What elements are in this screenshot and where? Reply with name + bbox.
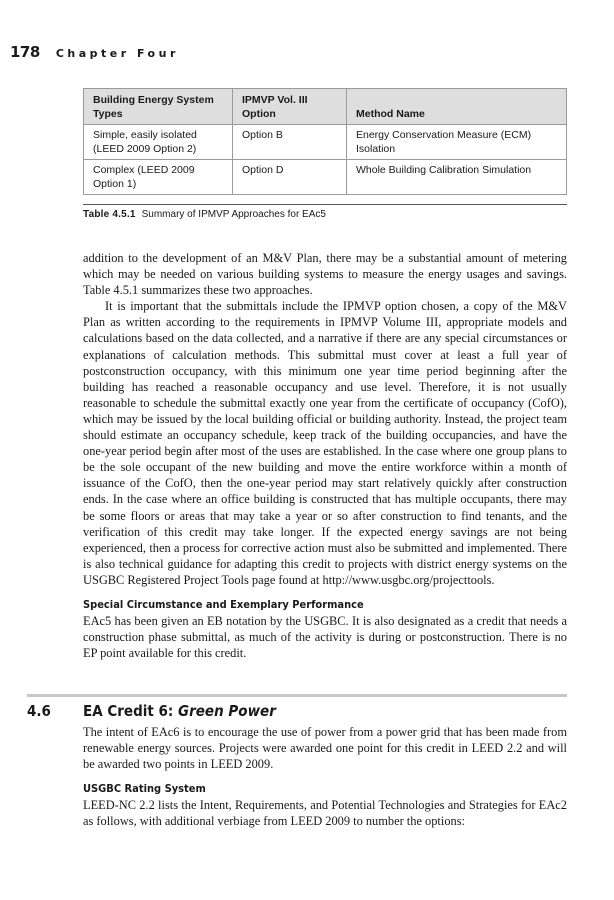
body-text-block [83, 250, 567, 661]
section-heading [27, 702, 297, 720]
paragraph: It is important that the submittals include the IPMVP option chosen, a copy of the M&V Plan as written according to the requirements in IPMVP Volume III, appropriate models and calculations based on the data collected, and a narrative if there are any special circumstances or explanations of calculation methods. This submittal must cover at least a full year of postconstruction occupancy, with this minimum one year time period beginning after the building has reached a reasonable occupancy and use level. Therefore, it is not usually reasonable to schedule the submittal exactly one year from the certificate of occupancy (CofO), which may be issued by the local building official or building authority. Instead, the project team should estimate an occupancy schedule, keep track of the building occupancies, and have the one-year period begin after most of the uses are established. In the case where one group plans to be the sole occupant of the new building and move the entire workforce within a month of issuance of the CofO, then the one-year period may start relatively quickly after construction ends. In the case where an office building is constructed that has multiple occupants, there may be some floors or areas that may take a year or so after construction to find tenants, and the verification of this credit may take longer. If the expected energy savings are not being experienced, then a process for corrective action must also be submitted and implemented. There is also technical guidance for adapting this credit to projects with district energy systems on the USGBC Registered Project Tools page found at http://www.usgbc.org/projecttools. [83, 299, 567, 587]
paragraph: addition to the development of an M&V Plan, there may be a substantial amount of metering which may be needed on various building systems to measure the energy usages and savings. Table 4.5.1 summarizes these two approaches. [83, 251, 567, 298]
page-number: 178 [10, 43, 40, 61]
table-header-cell: Building Energy System Types [84, 89, 233, 125]
table-cell: Complex (LEED 2009 Option 1) [84, 160, 233, 195]
ipmvp-table [83, 88, 567, 195]
table-header-cell: Method Name [347, 89, 567, 125]
table-caption-label: Table 4.5.1 [83, 209, 136, 220]
table-cell: Option B [233, 125, 347, 160]
table-cell: Option D [233, 160, 347, 195]
table-cell: Whole Building Calibration Simulation [347, 160, 567, 195]
table-header-row [84, 89, 567, 125]
page-header [10, 43, 179, 61]
section-body [83, 724, 567, 829]
table-caption-text: Summary of IPMVP Approaches for EAc5 [141, 209, 326, 220]
section-title-emphasis: Green Power [178, 702, 276, 720]
table-cell: Simple, easily isolated (LEED 2009 Option 2) [84, 125, 233, 160]
table-header-cell: IPMVP Vol. III Option [233, 89, 347, 125]
subsection-heading: Special Circumstance and Exemplary Performance [83, 597, 364, 611]
paragraph: LEED-NC 2.2 lists the Intent, Requirements, and Potential Technologies and Strategies for EAc2 as follows, with additional verbiage from LEED 2009 to number the options: [83, 798, 567, 829]
table-caption [83, 204, 567, 220]
paragraph: The intent of EAc6 is to encourage the use of power from a power grid that has been made from renewable energy sources. Projects were awarded one point for this credit in LEED 2.2 and will be awarded two points in LEED 2009. [83, 725, 567, 772]
section-title-prefix: EA Credit 6: [83, 702, 179, 720]
section-number: 4.6 [27, 702, 51, 720]
subsection-heading: USGBC Rating System [83, 782, 206, 796]
section-divider [27, 694, 567, 697]
table-cell: Energy Conservation Measure (ECM) Isolation [347, 125, 567, 160]
table-row [84, 160, 567, 195]
paragraph: EAc5 has been given an EB notation by the USGBC. It is also designated as a credit that needs a construction phase submittal, as much of the activity is during or postconstruction. There is no EP point available for this credit. [83, 613, 567, 661]
table-row [84, 125, 567, 160]
section-title [83, 702, 276, 720]
chapter-title: Chapter Four [55, 47, 179, 60]
